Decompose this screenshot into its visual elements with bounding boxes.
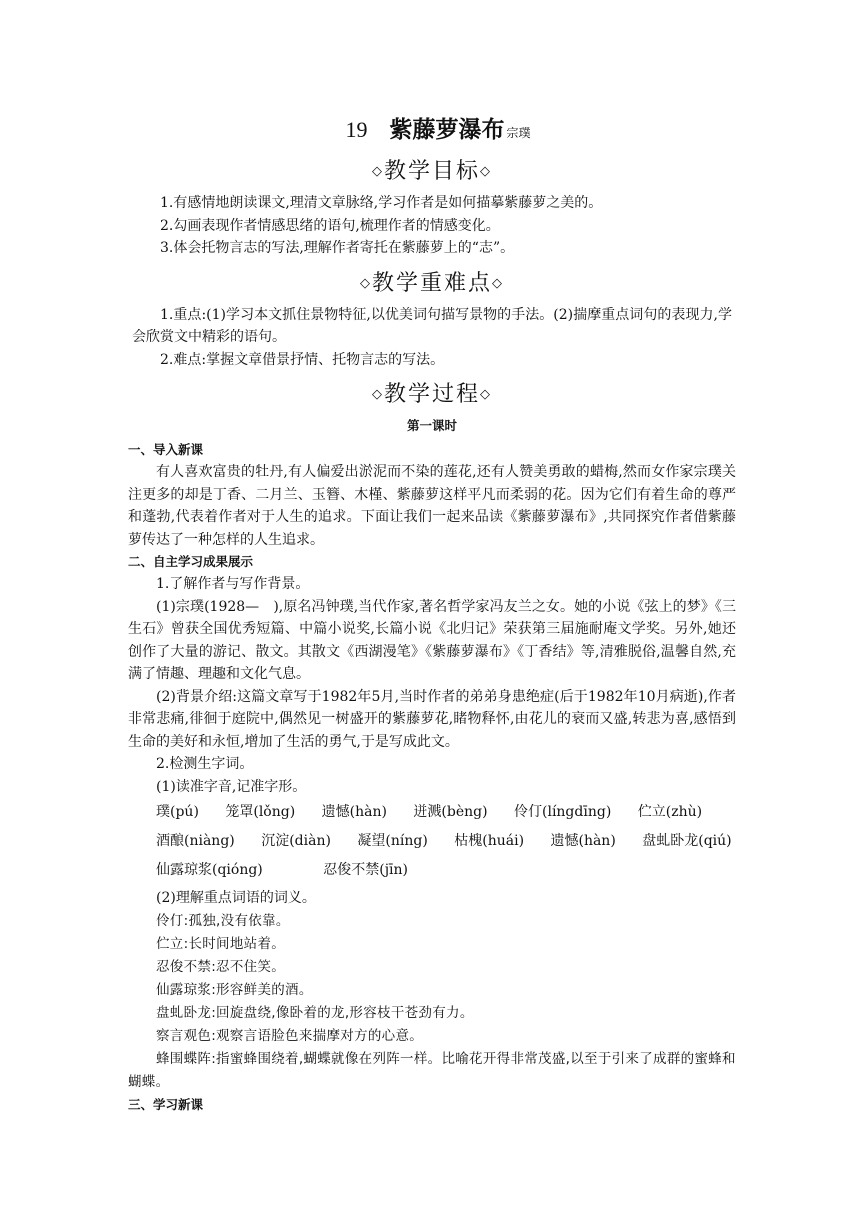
item-author-background: 1.了解作者与写作背景。 (156, 576, 310, 592)
diamond-icon: ◇ (359, 275, 372, 291)
section-heading-process (132, 375, 732, 415)
lesson-title (144, 108, 732, 152)
keypoint-item: 2.难点:掌握文章借景抒情、托物言志的写法。 (160, 351, 445, 368)
definition-item: 伶仃:孤独,没有依靠。 (156, 912, 290, 929)
part-heading-self-study: 二、自主学习成果展示 (128, 554, 254, 569)
lesson-number: 19 (345, 117, 368, 142)
definition-item: 伫立:长时间地站着。 (156, 935, 286, 952)
vocab-word: 迸溅(bèng) (413, 804, 488, 820)
vocab-word: 仙露琼浆(qióng) (156, 862, 263, 878)
goal-item: 2.勾画表现作者情感思绪的语句,梳理作者的情感变化。 (160, 217, 500, 234)
part-heading-intro: 一、导入新课 (128, 442, 204, 457)
section-heading-goals (132, 152, 732, 192)
meaning-label: (2)理解重点词语的词义。 (156, 890, 316, 906)
vocab-word: 璞(pú) (156, 804, 199, 820)
keypoints-heading-text: 教学重难点 (371, 270, 492, 296)
section-heading-keypoints (132, 264, 732, 304)
vocab-word: 盘虬卧龙(qiú) (642, 833, 732, 849)
lesson-body (128, 439, 736, 1116)
vocab-word: 伶仃(língdīng) (514, 804, 612, 820)
vocab-row (128, 798, 736, 827)
author-intro-paragraph: (1)宗璞(1928— ),原名冯钟璞,当代作家,著名哲学家冯友兰之女。她的小说《弦上的梦》《三生石》曾获全国优秀短篇、中篇小说奖,长篇小说《北归记》荣获第三届施耐庵文学奖。另外,她还创作了大量的游记、散文。其散文《西湖漫笔》《紫藤萝瀑布》《丁香结》等,清雅脱俗,温馨自然,充满了情趣、理趣和文化气息。 (128, 598, 736, 682)
pronunciation-label: (1)读准字音,记准字形。 (156, 778, 307, 795)
diamond-icon: ◇ (480, 164, 492, 179)
definition-item: 察言观色:观察言语脸色来揣摩对方的心意。 (156, 1027, 424, 1044)
diamond-icon: ◇ (480, 387, 492, 402)
lesson-period-heading: 第一课时 (406, 418, 457, 433)
background-paragraph: (2)背景介绍:这篇文章写于1982年5月,当时作者的弟弟身患绝症(后于1982年10月病逝),作者非常悲痛,徘徊于庭院中,偶然见一树盛开的紫藤萝花,睹物释怀,由花儿的衰而又盛,转悲为喜,感悟到生命的美好和永恒,增加了生活的勇气,于是写成此文。 (128, 688, 736, 750)
lesson-title-text: 紫藤萝瀑布 (389, 116, 505, 143)
intro-paragraph: 有人喜欢富贵的牡丹,有人偏爱出淤泥而不染的莲花,还有人赞美勇敢的蜡梅,然而女作家宗璞关注更多的却是丁香、二月兰、玉簪、木槿、紫藤萝这样平凡而柔弱的花。因为它们有着生命的尊严和蓬勃,代表着作者对于人生的追求。下面让我们一起来品读《紫藤萝瀑布》,共同探究作者借紫藤萝传达了一种怎样的人生追求。 (128, 464, 736, 548)
vocab-row (128, 856, 736, 885)
definition-item: 忍俊不禁:忍不住笑。 (156, 958, 286, 975)
goals-heading-text: 教学目标 (383, 159, 480, 184)
definition-item: 盘虬卧龙:回旋盘绕,像卧着的龙,形容枝干苍劲有力。 (156, 1004, 474, 1021)
vocab-word: 遗憾(hàn) (321, 804, 387, 820)
part-heading-new-lesson: 三、学习新课 (128, 1096, 204, 1112)
definition-item: 仙露琼浆:形容鲜美的酒。 (156, 981, 313, 998)
definition-item: 蜂围蝶阵:指蜜蜂围绕着,蝴蝶就像在列阵一样。比喻花开得非常茂盛,以至于引来了成群的蜜蜂和蝴蝶。 (128, 1050, 736, 1090)
vocab-word: 笼罩(lǒng) (225, 804, 296, 820)
diamond-icon: ◇ (371, 387, 384, 402)
vocab-word: 枯槐(huái) (454, 833, 525, 849)
goal-item: 3.体会托物言志的写法,理解作者寄托在紫藤萝上的“志”。 (160, 240, 515, 256)
vocab-word: 酒酿(niàng) (156, 833, 235, 849)
keypoint-item: 1.重点:(1)学习本文抓住景物特征,以优美词句描写景物的手法。(2)揣摩重点词句的表现力,学会欣赏文中精彩的语句。 (132, 306, 732, 345)
document-page (128, 108, 736, 1116)
item-vocab-check: 2.检测生字词。 (156, 756, 254, 772)
vocab-word: 凝望(níng) (357, 833, 428, 849)
goal-item: 1.有感情地朗读课文,理清文章脉络,学习作者是如何描摹紫藤萝之美的。 (160, 195, 603, 211)
diamond-icon: ◇ (492, 275, 504, 291)
vocab-word: 伫立(zhù) (637, 804, 703, 820)
vocab-word: 沉淀(diàn) (261, 833, 331, 849)
process-heading-text: 教学过程 (383, 382, 480, 407)
lesson-author: 宗璞 (506, 126, 531, 140)
diamond-icon: ◇ (371, 164, 384, 179)
vocab-row (128, 827, 736, 856)
vocab-word: 忍俊不禁(jīn) (323, 862, 408, 878)
vocab-word: 遗憾(hàn) (550, 833, 616, 849)
